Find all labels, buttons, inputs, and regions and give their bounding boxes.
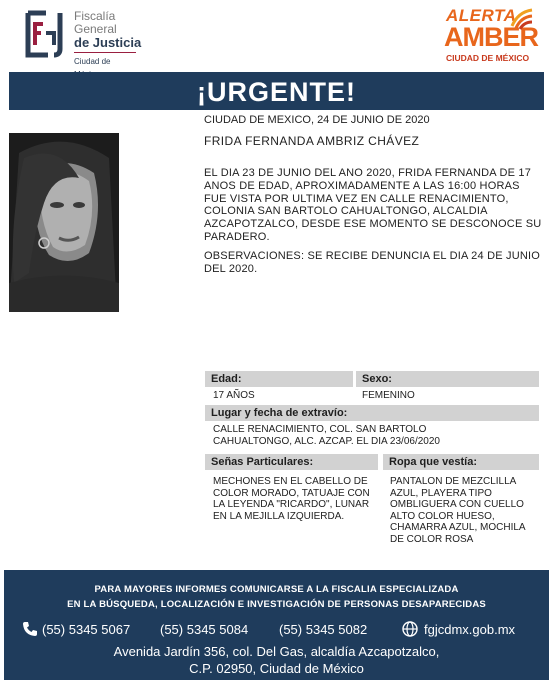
globe-icon — [402, 621, 418, 637]
fgj-logo-icon — [24, 9, 68, 59]
website-link[interactable]: fgjcdmx.gob.mx — [424, 622, 516, 637]
alerta-amber-logo — [440, 6, 536, 66]
person-name: FRIDA FERNANDA AMBRIZ CHÁVEZ — [204, 134, 420, 148]
place-value: CALLE RENACIMIENTO, COL. SAN BARTOLO CAHUALTONGO, ALC. AZCAP. EL DIA 23/06/2020 — [213, 424, 440, 447]
clothes-value: PANTALON DE MEZCLILLA AZUL, PLAYERA TIPO OMBLIGUERA CON CUELLO ALTO COLOR HUESO, CHAMARRA AZUL, MOCHILA DE COLOR ROSA — [390, 476, 526, 545]
phone-icon — [22, 621, 38, 637]
logo-line-1: Fiscalía — [74, 9, 116, 23]
footer-line-1: PARA MAYORES INFORMES COMUNICARSE A LA FISCALIA ESPECIALIZADA — [94, 584, 459, 595]
missing-person-photo — [9, 133, 119, 312]
observations-paragraph: OBSERVACIONES: SE RECIBE DENUNCIA EL DIA 24 DE JUNIO DEL 2020. — [204, 250, 541, 275]
header — [0, 0, 553, 72]
portrait-image — [9, 133, 119, 312]
date-line: CIUDAD DE MEXICO, 24 DE JUNIO DE 2020 — [204, 114, 430, 126]
urgent-banner: ¡URGENTE! — [9, 72, 544, 110]
amber-line-3: CIUDAD DE MÉXICO — [446, 53, 530, 63]
logo-line-2: General — [74, 22, 117, 36]
phone-number-1[interactable]: (55) 5345 5067 — [42, 622, 131, 637]
amber-rays-icon — [508, 8, 534, 30]
address-line-1: Avenida Jardín 356, col. Del Gas, alcaldía Azcapotzalco, — [113, 644, 440, 659]
marks-label: Señas Particulares: — [205, 454, 378, 470]
sex-value: FEMENINO — [362, 390, 415, 401]
marks-value: MECHONES EN EL CABELLO DE COLOR MORADO, TATUAJE CON LA LEYENDA "RICARDO", LUNAR EN LA MEJILLA IZQUIERDA. — [213, 476, 370, 522]
amber-line-1: ALERTA — [446, 6, 517, 25]
logo-line-4: Ciudad de — [74, 52, 136, 81]
phone-number-3[interactable]: (55) 5345 5082 — [279, 622, 368, 637]
footer — [4, 570, 549, 680]
description-paragraph: EL DIA 23 DE JUNIO DEL ANO 2020, FRIDA FERNANDA DE 17 ANOS DE EDAD, APROXIMADAMENTE A LAS 16:00 HORAS FUE VISTA POR ULTIMA VEZ EN CALLE RENACIMIENTO, COLONIA SAN BARTOLO CAHUALTONGO, ALCALDIA AZCAPOTZALCO, DESDE ESE MOMENTO SE DESCONOCE SU PARADERO. — [204, 167, 542, 243]
institution-name — [74, 10, 141, 81]
footer-line-2: EN LA BÚSQUEDA, LOCALIZACIÓN E INVESTIGACIÓN DE PERSONAS DESAPARECIDAS — [67, 599, 486, 610]
logo-line-3: de Justicia — [74, 35, 142, 50]
phone-number-2[interactable]: (55) 5345 5084 — [160, 622, 249, 637]
place-label: Lugar y fecha de extravío: — [205, 405, 539, 421]
address-line-2: C.P. 02950, Ciudad de México — [189, 661, 364, 676]
age-value: 17 AÑOS — [213, 390, 255, 401]
amber-line-2: AMBER — [444, 22, 538, 52]
sex-label: Sexo: — [356, 371, 539, 387]
age-label: Edad: — [205, 371, 353, 387]
clothes-label: Ropa que vestía: — [383, 454, 539, 470]
